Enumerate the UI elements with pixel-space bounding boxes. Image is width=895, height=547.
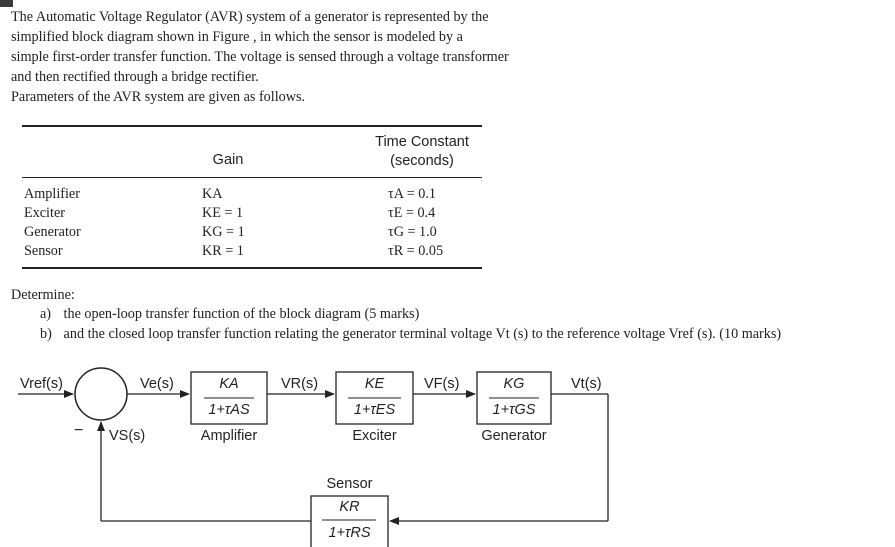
sensor-label: Sensor bbox=[326, 476, 373, 492]
exciter-label: Exciter bbox=[352, 428, 397, 444]
intro-line: Parameters of the AVR system are given as follows. bbox=[11, 89, 306, 105]
exciter-denominator: 1+τES bbox=[353, 402, 396, 418]
intro-line: and then rectified through a bridge rectifier. bbox=[11, 69, 259, 85]
sensor-numerator: KR bbox=[339, 499, 360, 515]
table-header-rule bbox=[22, 177, 482, 178]
table-top-rule bbox=[22, 125, 482, 127]
row-gain: KR = 1 bbox=[202, 243, 244, 259]
question-b-text: and the closed loop transfer function relating the generator terminal voltage Vt (s) to the reference voltage Vref (s). (10 marks) bbox=[63, 326, 782, 342]
table-row bbox=[22, 243, 482, 262]
label-vt: Vt(s) bbox=[571, 376, 602, 392]
row-gain: KG = 1 bbox=[202, 224, 245, 240]
sensor-denominator: 1+τRS bbox=[328, 525, 371, 541]
header-time-constant-line2: (seconds) bbox=[390, 153, 454, 169]
amplifier-numerator: KA bbox=[219, 376, 239, 392]
label-vf: VF(s) bbox=[424, 376, 460, 392]
header-time-constant-line1: Time Constant bbox=[375, 134, 469, 150]
table-row bbox=[22, 224, 482, 243]
corner-marker bbox=[0, 0, 13, 7]
header-time-constant bbox=[357, 133, 487, 171]
avr-block-diagram bbox=[0, 362, 895, 547]
table-bottom-rule bbox=[22, 267, 482, 269]
question-a-text: the open-loop transfer function of the block diagram (5 marks) bbox=[63, 306, 420, 322]
generator-label: Generator bbox=[481, 428, 547, 444]
label-ve: Ve(s) bbox=[140, 376, 174, 392]
minus-sign: − bbox=[74, 422, 84, 439]
amplifier-label: Amplifier bbox=[200, 428, 258, 444]
label-vref: Vref(s) bbox=[20, 376, 63, 392]
row-name: Sensor bbox=[24, 243, 63, 259]
determine-heading: Determine: bbox=[11, 287, 75, 303]
label-vs: VS(s) bbox=[109, 428, 146, 444]
row-name: Exciter bbox=[24, 205, 65, 221]
row-time-constant: τR = 0.05 bbox=[388, 243, 444, 259]
intro-line: simplified block diagram shown in Figure , in which the sensor is modeled by a bbox=[11, 29, 463, 45]
question-a-letter: a) bbox=[40, 306, 52, 322]
question-a bbox=[40, 306, 419, 323]
exciter-numerator: KE bbox=[364, 376, 385, 392]
row-time-constant: τE = 0.4 bbox=[388, 205, 436, 221]
row-time-constant: τA = 0.1 bbox=[388, 186, 436, 202]
question-b-letter: b) bbox=[40, 326, 52, 342]
summing-junction bbox=[75, 368, 127, 420]
row-gain: KA bbox=[202, 186, 223, 202]
amplifier-denominator: 1+τAS bbox=[208, 402, 250, 418]
generator-numerator: KG bbox=[503, 376, 525, 392]
row-gain: KE = 1 bbox=[202, 205, 244, 221]
row-name: Generator bbox=[24, 224, 81, 240]
row-name: Amplifier bbox=[24, 186, 80, 202]
row-time-constant: τG = 1.0 bbox=[388, 224, 437, 240]
question-b bbox=[40, 326, 781, 343]
intro-line: simple first-order transfer function. The voltage is sensed through a voltage transformer bbox=[11, 49, 509, 65]
generator-denominator: 1+τGS bbox=[492, 402, 536, 418]
label-vr: VR(s) bbox=[281, 376, 319, 392]
intro-line: The Automatic Voltage Regulator (AVR) system of a generator is represented by the bbox=[11, 9, 489, 25]
table-row bbox=[22, 186, 482, 205]
problem-statement bbox=[11, 7, 691, 107]
table-row bbox=[22, 205, 482, 224]
parameters-table bbox=[22, 125, 482, 269]
header-gain: Gain bbox=[212, 152, 244, 168]
